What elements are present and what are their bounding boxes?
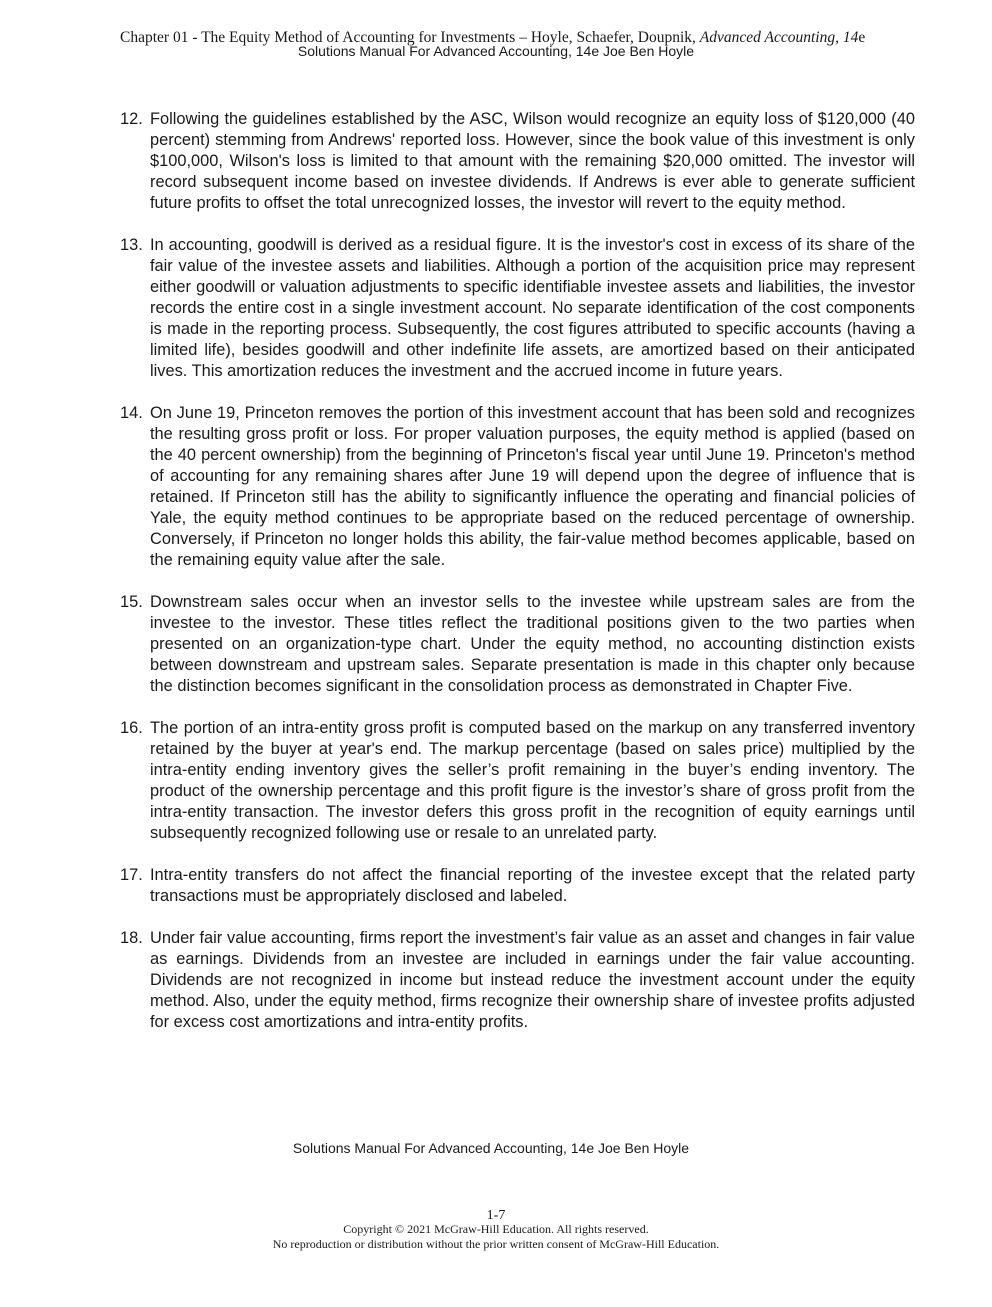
header-edition-suffix: e (858, 29, 866, 46)
page-number: 1-7 (486, 1208, 506, 1223)
item-text: On June 19, Princeton removes the portion of this investment account that has been sold and recognizes the resulting gross profit or loss. For proper valuation purposes, the equity method is applied (based on the 40 percent ownership) from the beginning of Princeton's fiscal year until June 19. Princeton's method of accounting for any remaining shares after June 19 will depend upon the degree of influence that is retained. If Princeton still has the ability to significantly influence the operating and financial policies of Yale, the equity method continues to be appropriate based on the reduced percentage of ownership. Conversely, if Princeton no longer holds this ability, the fair-value method becomes applicable, based on the remaining equity value after the sale. (150, 404, 915, 569)
list-item (120, 592, 915, 697)
list-item (120, 235, 915, 382)
list-item (120, 928, 915, 1033)
item-text: Intra-entity transfers do not affect the financial reporting of the investee except that the related party transactions must be appropriately disclosed and labeled. (150, 866, 915, 905)
reproduction-notice: No reproduction or distribution without the prior written consent of McGraw-Hill Education. (272, 1237, 720, 1251)
item-text: Downstream sales occur when an investor sells to the investee while upstream sales are from the investee to the investor. These titles reflect the traditional positions given to the two parties when presented on an organization-type chart. Under the equity method, no accounting distinction exists between downstream and upstream sales. Separate presentation is made in this chapter only because the distinction becomes significant in the consolidation process as demonstrated in Chapter Five. (150, 593, 915, 695)
question-list (120, 109, 915, 1054)
item-number: 16. (120, 719, 143, 737)
item-text: The portion of an intra-entity gross profit is computed based on the markup on any transferred inventory retained by the buyer at year's end. The markup percentage (based on sales price) multiplied by the intra-entity ending inventory gives the seller’s profit remaining in the buyer’s ending inventory. The product of the ownership percentage and this profit figure is the investor’s share of gross profit from the intra-entity transaction. The investor defers this gross profit in the recognition of equity earnings until subsequently recognized following use or resale to an unrelated party. (150, 719, 915, 842)
list-item (120, 109, 915, 214)
item-number: 18. (120, 929, 143, 947)
list-item (120, 718, 915, 844)
item-text: Under fair value accounting, firms report the investment’s fair value as an asset and changes in fair value as earnings. Dividends from an investee are included in earnings under the fair value accounting. Dividends are not recognized in income but instead reduce the investment account under the equity method. Also, under the equity method, firms recognize their ownership share of investee profits adjusted for excess cost amortizations and intra-entity profits. (150, 929, 915, 1031)
item-number: 13. (120, 236, 143, 254)
watermark-bottom-text: Solutions Manual For Advanced Accounting, 14e Joe Ben Hoyle (292, 1140, 690, 1156)
watermark-bottom (0, 1140, 992, 1156)
header-title: Chapter 01 - The Equity Method of Accounting for Investments – Hoyle, Schaefer, Doupnik, (120, 29, 700, 46)
item-text: In accounting, goodwill is derived as a residual figure. It is the investor's cost in excess of its share of the fair value of the investee assets and liabilities. Although a portion of the acquisition price may represent either goodwill or valuation adjustments to specific identifiable investee assets and liabilities, the investor records the entire cost in a single investment account. No separate identification of the cost components is made in the reporting process. Subsequently, the cost figures attributed to specific accounts (having a limited life), besides goodwill and other indefinite life assets, are amortized based on their anticipated lives. This amortization reduces the investment and the accrued income in future years. (150, 236, 915, 380)
item-number: 12. (120, 110, 143, 128)
item-number: 15. (120, 593, 143, 611)
item-number: 17. (120, 866, 143, 884)
header-book-title: Advanced Accounting, 14 (699, 29, 859, 46)
item-number: 14. (120, 404, 143, 422)
list-item (120, 865, 915, 907)
copyright-line: Copyright © 2021 McGraw-Hill Education. All rights reserved. (343, 1222, 649, 1236)
list-item (120, 403, 915, 571)
item-text: Following the guidelines established by the ASC, Wilson would recognize an equity loss of $120,000 (40 percent) stemming from Andrews' reported loss. However, since the book value of this investment is only $100,000, Wilson's loss is limited to that amount with the remaining $20,000 omitted. The investor will record subsequent income based on investee dividends. If Andrews is ever able to generate sufficient future profits to offset the total unrecognized losses, the investor will revert to the equity method. (150, 110, 915, 212)
watermark-top: Solutions Manual For Advanced Accounting, 14e Joe Ben Hoyle (297, 43, 695, 59)
